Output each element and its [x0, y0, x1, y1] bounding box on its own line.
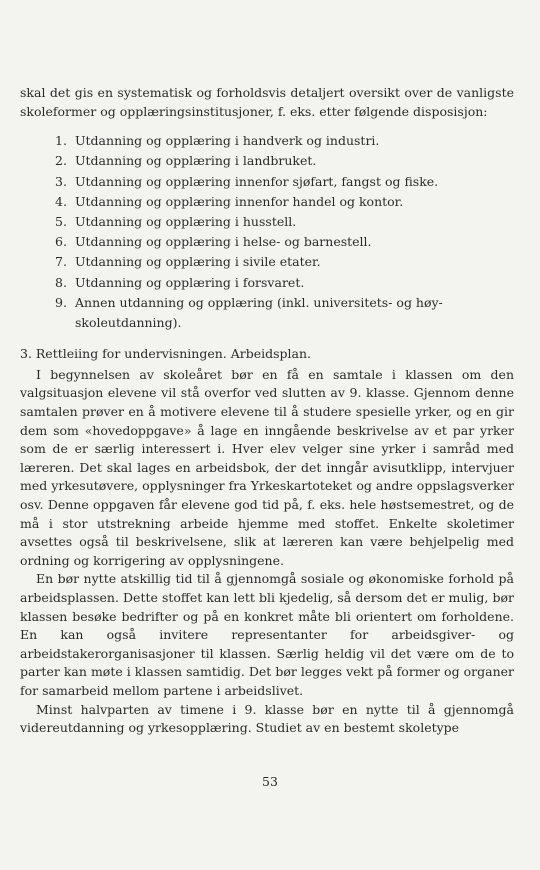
list-item — [20, 192, 514, 212]
paragraph: I begynnelsen av skoleåret bør en få en samtale i klassen om den valgsituasjon elevene vil stå overfor ved slutten av 9. klasse. Gjennom denne samtalen prøver en å motivere elevene til å studere spesielle yrker, og en gir dem som «hovedoppgave» å lage en inngående beskrivelse av et par yrker som de er særlig interessert i. Hver elev velger sine yrker i samråd med læreren. Det skal lages en arbeidsbok, der det inngår avisutklipp, intervjuer med yrkesutøvere, opplysninger fra Yrkeskartoteket og andre oppslagsverker osv. Denne oppgaven får elevene god tid på, f. eks. hele høstsemestret, og de må i stor utstrekning arbeide hjemme med stoffet. Enkelte skoletimer avsettes også til beskrivelsene, slik at læreren kan være behjelpelig med ordning og korrigering av opplysningene. — [20, 366, 514, 568]
list-text: Utdanning og opplæring i helse- og barnestell. — [75, 234, 372, 250]
paragraph: Minst halvparten av timene i 9. klasse bør en nytte til å gjennomgå videreutdanning og yrkesopplæring. Studiet av en bestemt skoletype — [20, 701, 514, 736]
list-number: 4. — [55, 193, 67, 209]
education-list — [20, 131, 514, 333]
list-text: Utdanning og opplæring innenfor handel og kontor. — [75, 193, 404, 209]
intro-paragraph: skal det gis en systematisk og forholdsvis detaljert oversikt over de vanligste skoleformer og opplæringsinstitusjoner, f. eks. etter følgende disposisjon: — [20, 85, 514, 119]
list-item — [20, 252, 514, 272]
list-item — [20, 293, 514, 333]
list-number: 7. — [55, 254, 67, 270]
list-number: 6. — [55, 234, 67, 250]
list-text: Utdanning og opplæring i forsvaret. — [75, 274, 305, 290]
list-number: 2. — [55, 153, 67, 169]
section-heading: 3. Rettleiing for undervisningen. Arbeidsplan. — [20, 346, 312, 362]
list-number: 9. — [55, 294, 67, 310]
list-item — [20, 212, 514, 232]
list-number: 1. — [55, 133, 67, 149]
list-item — [20, 151, 514, 171]
page-content — [20, 84, 514, 738]
list-text: Utdanning og opplæring i sivile etater. — [75, 254, 321, 270]
list-item — [20, 131, 514, 151]
list-number: 5. — [55, 214, 67, 229]
page-number: 53 — [262, 774, 278, 789]
list-text-continuation: skoleutdanning). — [75, 315, 182, 331]
paragraph: En bør nytte atskillig tid til å gjennomgå sosiale og økonomiske forhold på arbeidsplassen. Dette stoffet kan lett bli kjedelig, så dersom det er mulig, bør klassen besøke bedrifter og på en konkret måte bli orientert om forholdene. En kan også invitere representanter for arbeidsgiver- og arbeidstakerorganisasjoner til klassen. Særlig heldig vil det være om de to parter kan møte i klassen samtidig. Det bør legges vekt på former og organer for samarbeid mellom partene i arbeidslivet. — [20, 571, 514, 698]
list-item — [20, 232, 514, 252]
list-text: Utdanning og opplæring i landbruket. — [75, 153, 317, 169]
list-item — [20, 172, 514, 192]
list-number: 3. — [55, 173, 67, 189]
list-text: Utdanning og opplæring i husstell. — [75, 214, 297, 229]
list-text: Annen utdanning og opplæring (inkl. universitets- og høy- — [75, 294, 443, 310]
list-text: Utdanning og opplæring innenfor sjøfart, fangst og fiske. — [75, 173, 439, 189]
list-number: 8. — [55, 274, 67, 290]
body-text — [20, 366, 514, 738]
list-item — [20, 273, 514, 293]
list-text: Utdanning og opplæring i handverk og industri. — [75, 133, 380, 149]
